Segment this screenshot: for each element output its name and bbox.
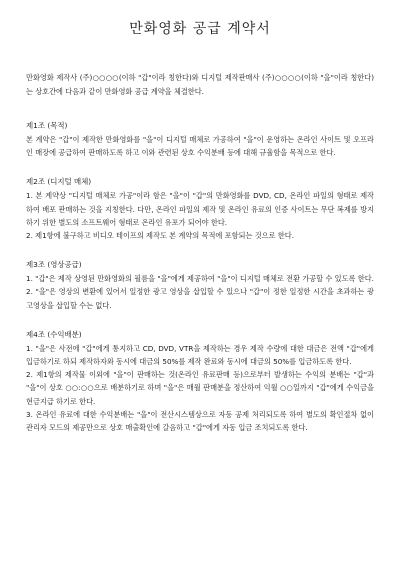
article-heading: 제1조 (목적): [26, 121, 68, 130]
article-heading: 제4조 (수익배분): [26, 329, 82, 339]
article-paragraph: 1. 본 계약상 "디지털 매체로 가공"이라 함은 "을"이 "갑"의 만화영화를 DVD, CD, 온라인 파일의 형태로 제작하여 배포 판매하는 것을 지칭한다. 다만, 온라인 파일의 제작 및 온라인 유료의 인증 사이트는 무단 복제를 방지하기 위한 별도의 소프트웨어 형태로 온라인 유포가 되어야 한다.: [26, 191, 374, 227]
article-4: [26, 329, 374, 434]
article-paragraph: 2. 제1항에 불구하고 비디오 테이프의 제작도 본 계약의 목적에 포함되는 것으로 한다.: [26, 231, 294, 241]
intro-paragraph: 만화영화 제작사 (주)○○○○(이하 "갑"이라 칭한다)와 디지털 제작판매사 (주)○○○○(이하 "을"이라 칭한다)는 상호간에 다음과 같이 만화영화 공급 계약을 체결한다.: [26, 73, 374, 96]
article-1: [26, 120, 374, 159]
article-paragraph: 1. "갑"은 제작 상영된 만화영화의 필름을 "을"에게 제공하여 "을"이 디지털 매체로 전환 가공할 수 있도록 한다.: [26, 274, 374, 284]
document-title: 만화영화 공급 계약서: [129, 21, 271, 37]
article-paragraph: 3. 온라인 유료에 대한 수익분배는 "을"이 전산시스템상으로 자동 공제 처리되도록 하여 별도의 확인절차 없이 관리자 모드의 제공만으로 상호 매출확인에 갈음하고 "갑"에게 자동 입금 조치되도록 한다.: [26, 409, 374, 433]
article-2: [26, 176, 374, 242]
article-paragraph: 2. "을"은 영상의 변환에 있어서 일정한 광고 영상을 삽입할 수 있으나 "갑"이 정한 일정한 시간을 초과하는 광고영상을 삽입할 수는 없다.: [26, 287, 374, 310]
article-3: [26, 259, 374, 312]
article-paragraph: 본 계약은 "갑"이 제작한 만화영화를 "을"이 디지털 매체로 가공하여 "을"이 운영하는 온라인 사이트 및 오프라인 매장에 공급하여 판매하도록 하고 이와 관련된 상호 수익분배 등에 대해 규율함을 목적으로 한다.: [26, 135, 374, 158]
article-heading: 제3조 (영상공급): [26, 260, 82, 270]
article-heading: 제2조 (디지털 매체): [26, 177, 92, 187]
article-paragraph: 1. "을"은 사전에 "갑"에게 통지하고 CD, DVD, VTR을 제작하는 경우 제작 수량에 대한 대금은 전액 "갑"에게 입금하기로 하되 제작하자와 동시에 대금의 50%를 제작 완료와 동시에 대금의 50%를 입금하도록 한다.: [26, 343, 374, 367]
article-paragraph: 2. 제1항의 제작물 이외에 "을"이 판매하는 것(온라인 유료판매 등)으로부터 발생하는 수익의 분배는 "갑"과 "을"이 상호 ○○:○○으로 배분하기로 하며 "을"은 매월 판매분을 정산하여 익월 ○○일까지 "갑"에게 수익금을 현금지급 하기로 한다.: [26, 370, 374, 406]
